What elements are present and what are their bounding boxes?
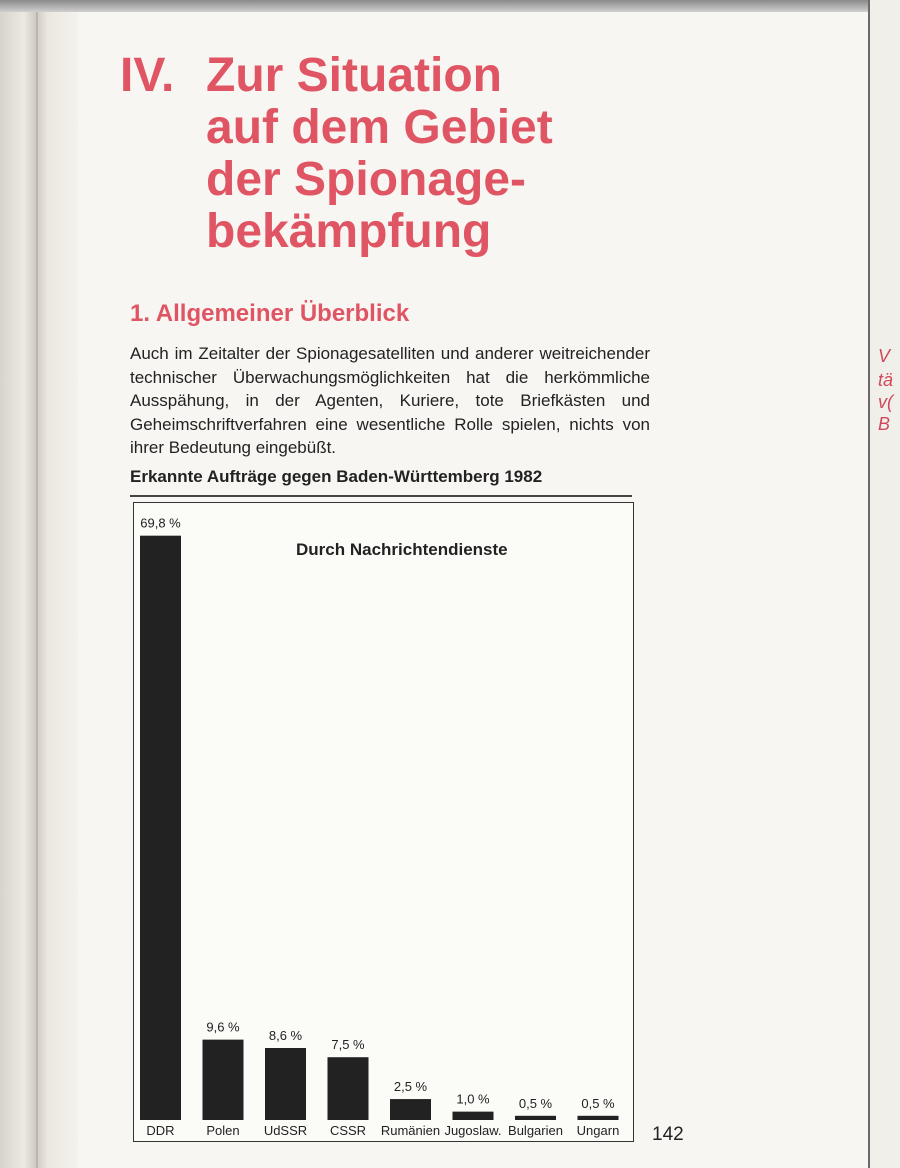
value-label: 0,5 % <box>518 1095 553 1111</box>
bar-udssr <box>265 1048 306 1120</box>
bar-cssr <box>328 1057 369 1120</box>
right-page-fragment: V <box>878 346 891 366</box>
value-label: 7,5 % <box>331 1037 365 1053</box>
body-paragraph: Auch im Zeitalter der Spionagesatelliten und anderer weitreichender technischer Überwachungsmöglichkeiten hat die herkömmliche Ausspähung, in der Agenten, Kuriere, tote Briefkästen und Geheimschriftverfahren eine wesentliche Rolle spielen, nichts von ihrer Bedeutung eingebüßt. <box>130 344 650 457</box>
value-label: 0,5 % <box>581 1095 615 1111</box>
chapter-title-line: bekämpfung <box>206 205 492 258</box>
bar-rumänien <box>390 1099 431 1120</box>
value-label: 2,5 % <box>393 1079 428 1095</box>
value-label: 1,0 % <box>456 1091 490 1107</box>
page-number: 142 <box>652 1124 684 1145</box>
category-label: CSSR <box>329 1123 367 1138</box>
right-page-fragment: B <box>878 414 891 434</box>
category-label: Ungarn <box>576 1123 620 1138</box>
category-label: UdSSR <box>263 1123 308 1138</box>
value-label: 69,8 % <box>140 515 181 531</box>
chapter-title-line: auf dem Gebiet <box>206 101 553 154</box>
chapter-number: IV. <box>120 49 175 102</box>
category-label: Polen <box>206 1123 240 1138</box>
bar-bulgarien <box>515 1116 556 1120</box>
category-label: DDR <box>146 1123 175 1138</box>
chart-top-rule <box>130 495 632 497</box>
right-page-fragment: v( <box>878 392 893 412</box>
category-label: Jugoslaw. <box>444 1123 502 1138</box>
bar-ddr <box>140 536 181 1120</box>
value-label: 8,6 % <box>268 1028 303 1044</box>
bar-jugoslaw <box>453 1112 494 1120</box>
chart-title: Erkannte Aufträge gegen Baden-Württemberg 1982 <box>130 467 543 486</box>
bar-polen <box>203 1040 244 1120</box>
category-label: Bulgarien <box>508 1123 563 1138</box>
chapter-title-line: der Spionage- <box>206 153 527 206</box>
bar-chart <box>133 502 633 1142</box>
right-page-fragment: tä <box>878 370 894 390</box>
chapter-title-line: Zur Situation <box>206 49 502 102</box>
value-label: 9,6 % <box>206 1019 240 1035</box>
category-label: Rumänien <box>380 1123 441 1138</box>
bar-ungarn <box>578 1116 619 1120</box>
right-page-edge <box>868 0 900 1168</box>
section-heading: 1. Allgemeiner Überblick <box>130 300 410 327</box>
chart-subtitle: Durch Nachrichtendienste <box>296 540 508 559</box>
book-spine <box>0 0 80 1168</box>
scan-top-edge <box>0 0 900 12</box>
